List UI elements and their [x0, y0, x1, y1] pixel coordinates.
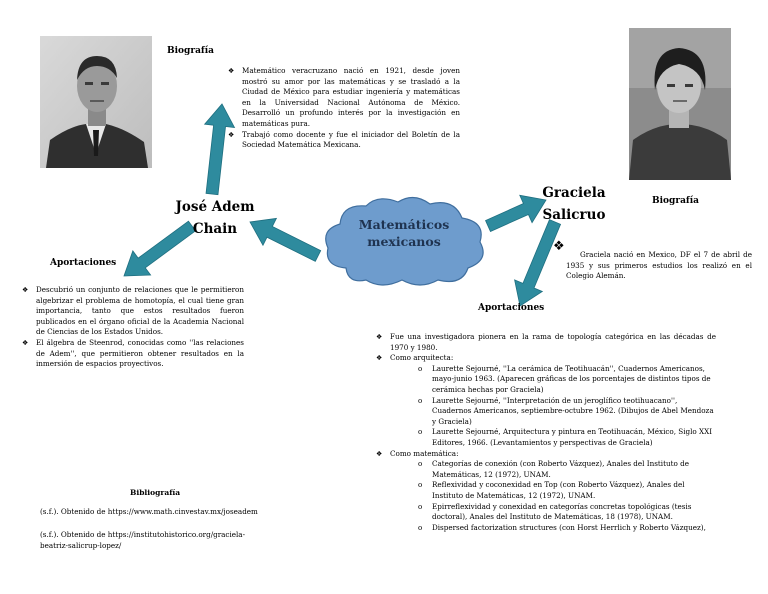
adem-bio-item: ❖ Trabajó como docente y fue el iniciador del Boletín de la Sociedad Matemática Mexicana.	[228, 130, 460, 151]
adem-bio-heading: Biografía	[167, 46, 215, 56]
bibliography-entry-1: (s.f.). Obtenido de https://www.math.cinvestav.mx/joseadem	[40, 507, 258, 516]
adem-name-line1: José Adem	[175, 199, 255, 215]
adem-bio-item: ❖ Matemático veracruzano nació en 1921, desde joven mostró su amor por las matemáticas y se trasladó a la Ciudad de México para estudiar ingeniería y matemáticas en la Universidad Nacional Autónoma de México. Desarrolló un profundo interés por la investigación en matemáticas pura.	[228, 66, 460, 130]
salicrup-bio-bullet-icon: ❖	[553, 239, 565, 254]
salicrup-contrib-subitem: o Dispersed factorization structures (con Horst Herrlich y Roberto Vázquez),	[418, 523, 716, 534]
bibliography-entry-2: (s.f.). Obtenido de https://institutohistorico.org/graciela-beatriz-salicrup-lopez/	[40, 530, 246, 550]
salicrup-contrib-subitem: o Laurette Sejourné, Arquitectura y pintura en Teotihuacán, México, Siglo XXI Editores, 1966. (Levantamientos y perspectivas de Graciela)	[418, 427, 716, 448]
adem-contrib-item: ❖ El álgebra de Steenrod, conocidas como ''las relaciones de Adem'', que permitieron obtener resultados en la inmersión de espacios proyectivos.	[22, 338, 244, 370]
cloud-title-line2: mexicanos	[367, 234, 441, 249]
salicrup-contrib-item-text: Como matemática:	[390, 448, 459, 458]
salicrup-contrib-item	[376, 353, 716, 448]
graciela-salicrup-name	[532, 182, 616, 226]
adem-contrib-heading: Aportaciones	[50, 258, 117, 268]
salicrup-name-line1: Graciela	[542, 185, 606, 201]
salicrup-name-line2: Salicruo	[542, 207, 606, 223]
adem-contrib-list	[22, 285, 244, 370]
salicrup-contrib-item	[376, 332, 716, 353]
salicrup-contrib-sublist	[418, 364, 716, 449]
salicrup-contrib-subitem: o Reflexividad y coconexidad en Top (con Roberto Vázquez), Anales del Instituto de Matemáticas, 12 (1972), UNAM.	[418, 480, 716, 501]
adem-name-line2: Chain	[192, 221, 238, 237]
central-cloud	[316, 190, 492, 290]
salicrup-contrib-subitem: o Laurette Sejourné, ''La cerámica de Teotihuacán'', Cuadernos Americanos, mayo-junio 1963. (Aparecen gráficas de los porcentajes de distintos tipos de cerámica hechas por Graciela)	[418, 364, 716, 396]
salicrup-contrib-item	[376, 449, 716, 534]
salicrup-contrib-list	[376, 332, 716, 533]
salicrup-contrib-item-text: Fue una investigadora pionera en la rama de topología categórica en las décadas de 1970 y 1980.	[390, 332, 716, 352]
cloud-title-line1: Matemáticos	[358, 217, 450, 232]
bibliography-heading: Bibliografía	[130, 488, 181, 497]
salicrup-contrib-item-text: Como arquitecta:	[390, 353, 454, 363]
jose-adem-name	[160, 196, 270, 240]
adem-bio-list	[228, 66, 460, 151]
salicrup-bio-text: Graciela nació en Mexico, DF el 7 de abril de 1935 y sus primeros estudios los realizó en el Colegio Alemán.	[566, 250, 752, 281]
salicrup-bio-heading: Biografía	[652, 196, 700, 206]
salicrup-contrib-heading: Aportaciones	[478, 303, 545, 313]
salicrup-contrib-subitem: o Laurette Sejourné, ''Interpretación de un jeroglífico teotihuacano'', Cuadernos Americanos, septiembre-octubre 1962. (Dibujos de Abel Mendoza y Graciela)	[418, 396, 716, 428]
adem-contrib-item: ❖ Descubrió un conjunto de relaciones que le permitieron algebrizar el problema de homotopía, el cual tiene gran importancia, tanto que estos resultados fueron publicados en el órgano oficial de la Academia Nacional de Ciencias de los Estados Unidos.	[22, 285, 244, 338]
salicrup-contrib-sublist	[418, 459, 716, 533]
salicrup-contrib-subitem: o Epirreflexividad y conexidad en categorías concretas topológicas (tesis doctoral), Anales del Instituto de Matemáticas, 18 (1978), UNAM.	[418, 502, 716, 523]
arrow-salicrup-to-contributions	[515, 220, 561, 306]
salicrup-contrib-subitem: o Categorías de conexión (con Roberto Vázquez), Anales del Instituto de Matemáticas, 12 (1972), UNAM.	[418, 459, 716, 480]
